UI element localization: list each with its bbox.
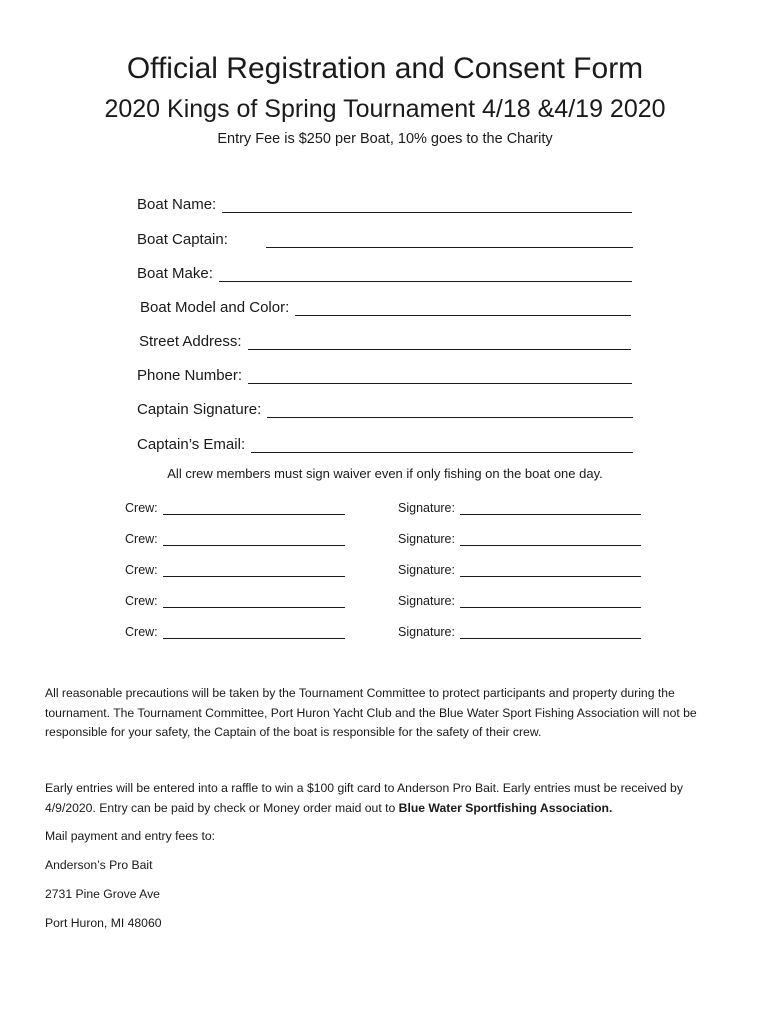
boat-model-color-line[interactable] [295, 302, 631, 316]
captain-signature-field[interactable] [137, 398, 633, 418]
street-address-line[interactable] [248, 336, 631, 350]
crew-waiver-note: All crew members must sign waiver even if only fishing on the boat one day. [167, 466, 603, 481]
boat-name-field[interactable] [137, 193, 632, 213]
page-title: Official Registration and Consent Form [126, 52, 644, 85]
page-subtitle: 2020 Kings of Spring Tournament 4/18 &4/19 2020 [104, 95, 666, 123]
crew-signature-field[interactable] [398, 559, 641, 577]
phone-number-line[interactable] [248, 370, 632, 384]
boat-model-color-field[interactable] [140, 296, 631, 316]
crew-field[interactable] [125, 621, 345, 639]
street-address-field[interactable] [139, 330, 631, 350]
phone-number-label: Phone Number: [137, 367, 243, 384]
signature-label: Signature: [398, 501, 455, 515]
early-entry-text: Early entries will be entered into a raffle to win a $100 gift card to Anderson Pro Bait. Early entries must be received by 4/9/2020. Entry can be paid by check or Money order maid out to [45, 781, 683, 815]
signature-label: Signature: [398, 594, 455, 608]
signature-label: Signature: [398, 625, 455, 639]
boat-captain-label: Boat Captain: [137, 231, 228, 248]
captain-email-line[interactable] [251, 439, 633, 453]
crew-signature-field[interactable] [398, 497, 641, 515]
boat-make-label: Boat Make: [137, 265, 213, 282]
crew-field[interactable] [125, 559, 345, 577]
crew-field[interactable] [125, 590, 345, 608]
boat-name-line[interactable] [222, 199, 632, 213]
crew-signature-line[interactable] [460, 596, 641, 608]
crew-signature-line[interactable] [460, 627, 641, 639]
early-entry-paragraph [45, 779, 725, 818]
captain-signature-label: Captain Signature: [137, 401, 262, 418]
signature-label: Signature: [398, 563, 455, 577]
captain-email-label: Captain’s Email: [137, 436, 246, 453]
crew-label: Crew: [125, 594, 158, 608]
crew-name-line[interactable] [163, 596, 345, 608]
crew-label: Crew: [125, 532, 158, 546]
mail-intro: Mail payment and entry fees to: [45, 829, 216, 843]
crew-signature-field[interactable] [398, 621, 641, 639]
crew-name-line[interactable] [163, 627, 345, 639]
entry-fee-note: Entry Fee is $250 per Boat, 10% goes to the Charity [217, 131, 553, 147]
crew-name-line[interactable] [163, 565, 345, 577]
mail-street: 2731 Pine Grove Ave [45, 887, 160, 901]
crew-signature-line[interactable] [460, 503, 641, 515]
captain-signature-line[interactable] [267, 404, 633, 418]
captain-email-field[interactable] [137, 433, 633, 453]
crew-field[interactable] [125, 528, 345, 546]
crew-name-line[interactable] [163, 534, 345, 546]
boat-make-line[interactable] [219, 268, 632, 282]
liability-disclaimer: All reasonable precautions will be taken by the Tournament Committee to protect participants and property during the tournament. The Tournament Committee, Port Huron Yacht Club and the Blue Water Sport Fishing Association will not be responsible for your safety, the Captain of the boat is responsible for the safety of their crew. [45, 686, 697, 739]
payee-name: Blue Water Sportfishing Association. [398, 800, 613, 815]
crew-signature-line[interactable] [460, 534, 641, 546]
boat-make-field[interactable] [137, 262, 632, 282]
crew-signature-field[interactable] [398, 590, 641, 608]
boat-captain-line[interactable] [266, 234, 633, 248]
crew-label: Crew: [125, 563, 158, 577]
mail-recipient: Anderson’s Pro Bait [45, 858, 153, 872]
crew-signature-field[interactable] [398, 528, 641, 546]
crew-label: Crew: [125, 625, 158, 639]
boat-name-label: Boat Name: [137, 196, 217, 213]
boat-captain-field[interactable] [137, 228, 633, 248]
crew-field[interactable] [125, 497, 345, 515]
crew-label: Crew: [125, 501, 158, 515]
crew-signature-line[interactable] [460, 565, 641, 577]
signature-label: Signature: [398, 532, 455, 546]
crew-name-line[interactable] [163, 503, 345, 515]
phone-number-field[interactable] [137, 364, 632, 384]
mail-city: Port Huron, MI 48060 [45, 916, 162, 930]
boat-model-color-label: Boat Model and Color: [140, 299, 290, 316]
street-address-label: Street Address: [139, 333, 242, 350]
